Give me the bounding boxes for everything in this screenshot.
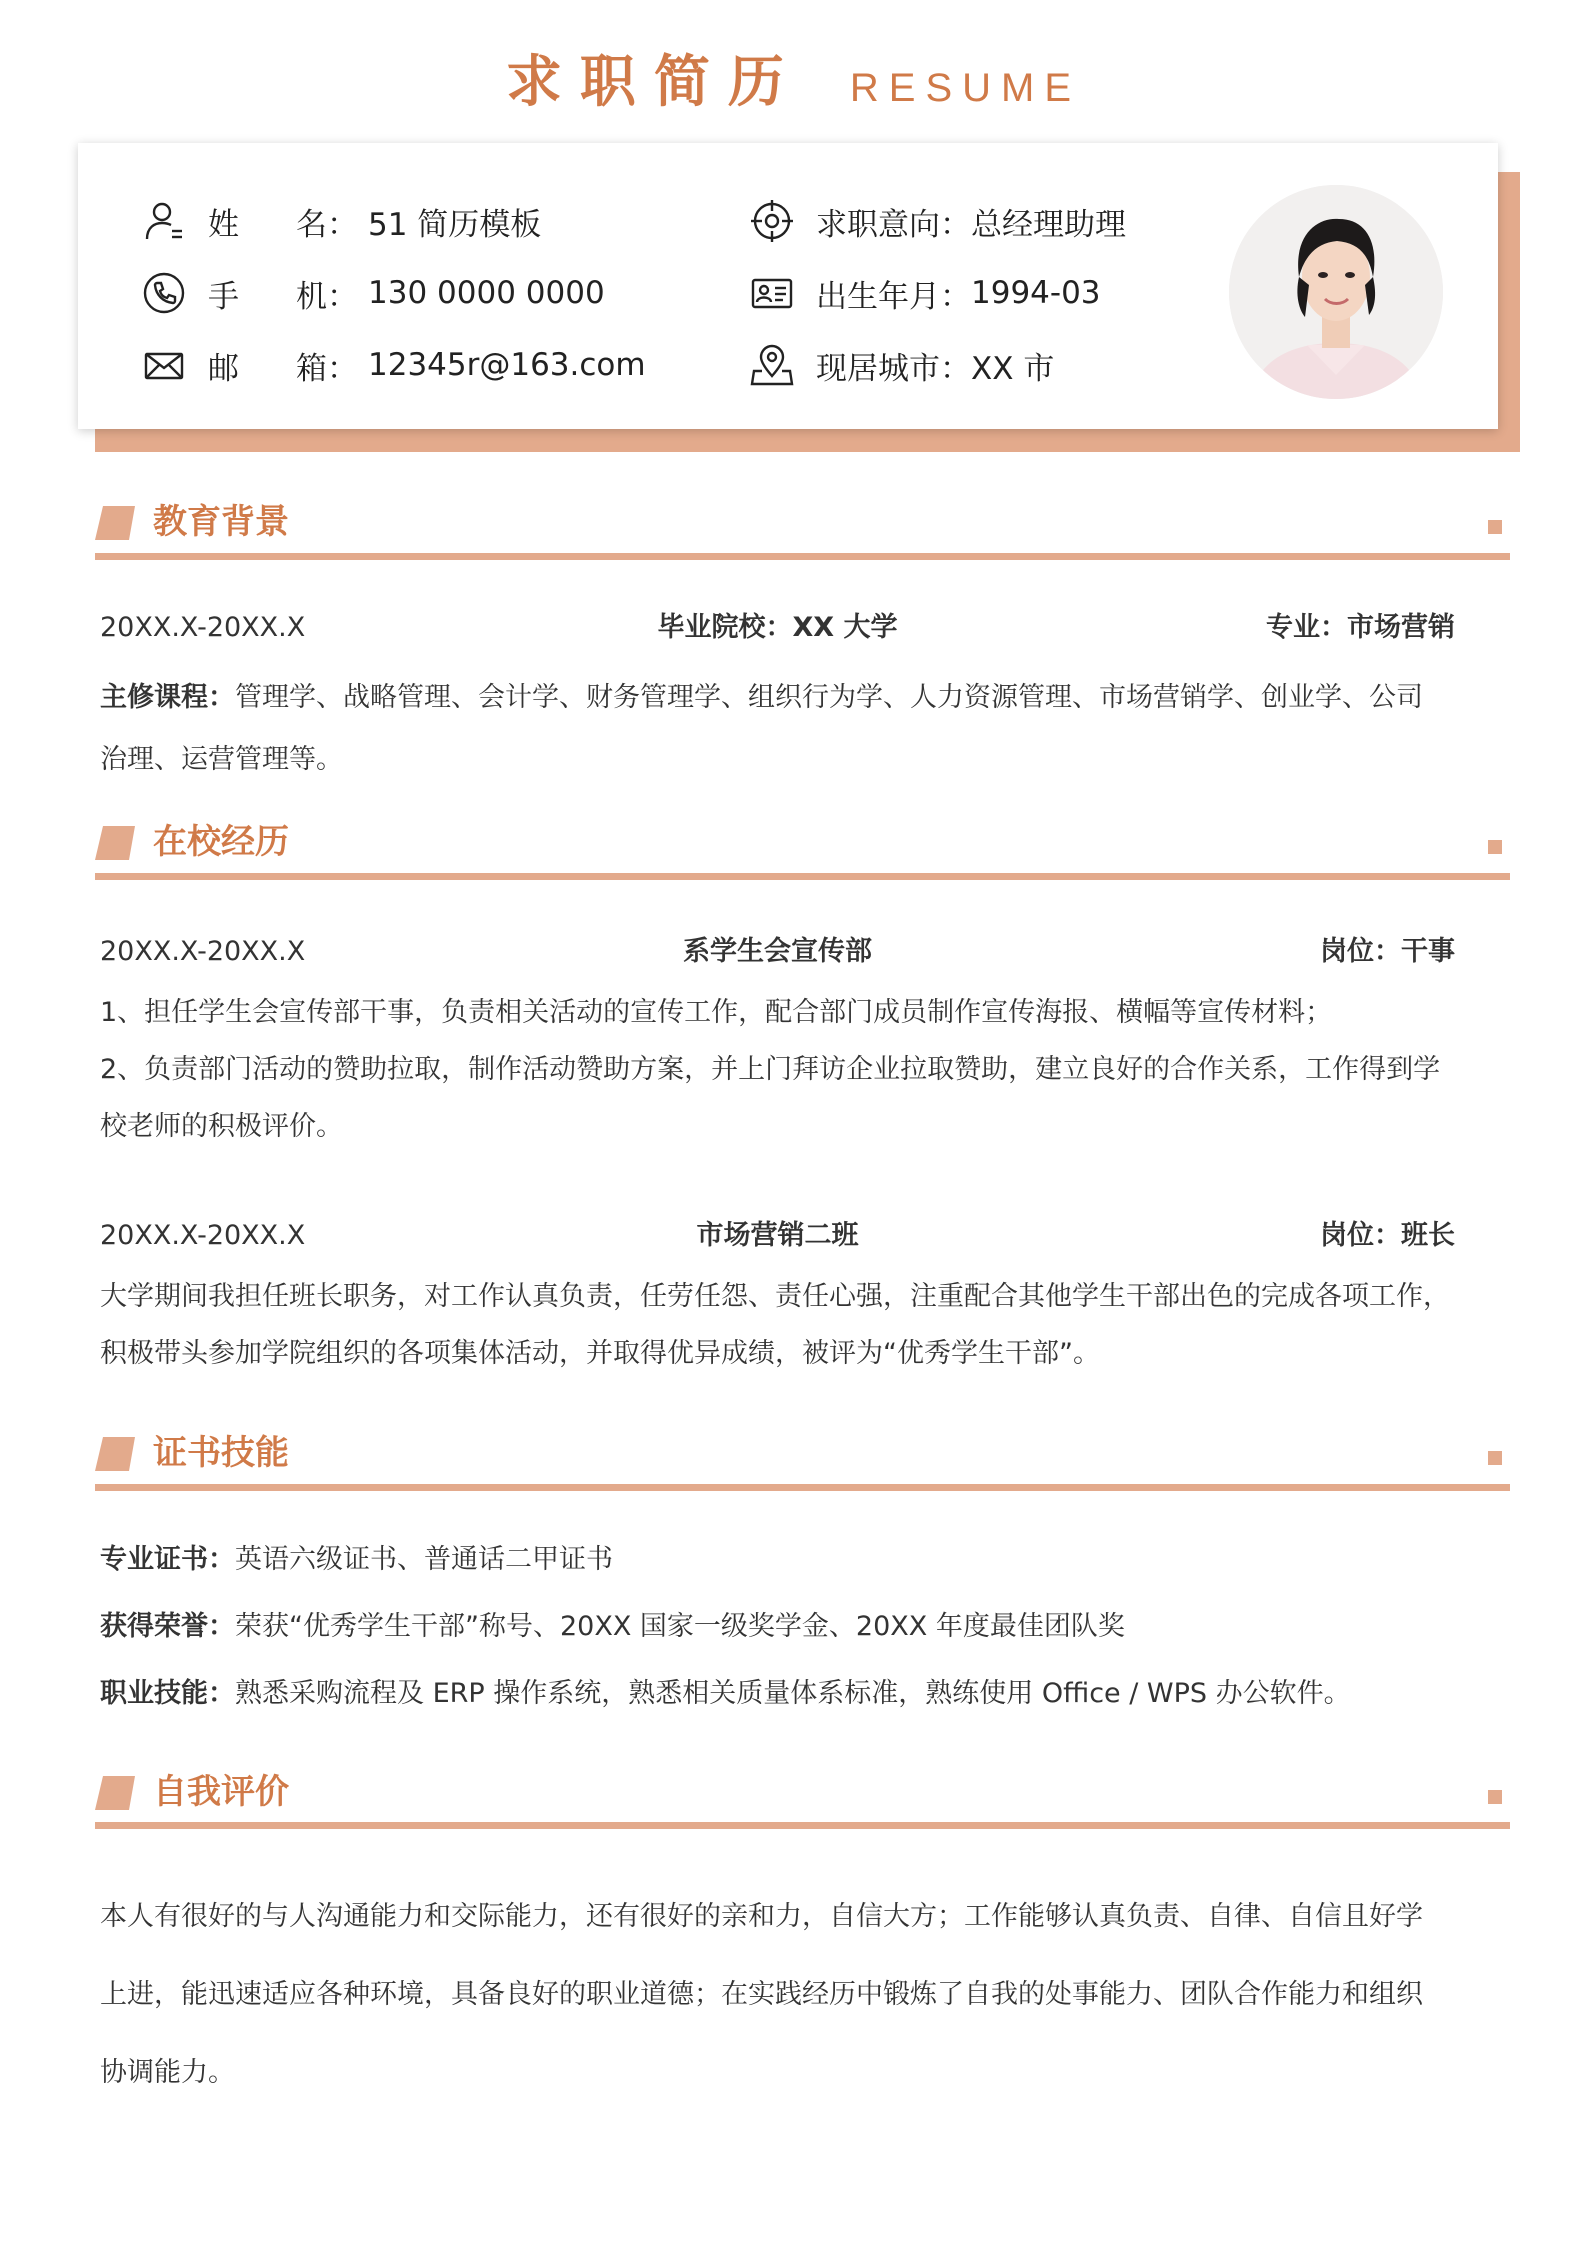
campus-item-1-period: 20XX.X-20XX.X [100, 936, 306, 967]
cert-label: 专业证书： [100, 1544, 235, 1575]
section-square-icon [1488, 520, 1502, 534]
campus-item-1-desc [100, 984, 1500, 1155]
email-row [142, 340, 646, 390]
education-school: 毕业院校：XX 大学 [657, 612, 898, 643]
cert-value: 熟悉采购流程及 ERP 操作系统，熟悉相关质量体系标准，熟练使用 Office / WPS 办公软件。 [235, 1678, 1351, 1709]
title-english: RESUME [849, 66, 1082, 110]
section-square-icon [1488, 1790, 1502, 1804]
section-square-icon [1488, 840, 1502, 854]
name-label-1: 姓 [208, 206, 239, 243]
education-period: 20XX.X-20XX.X [100, 612, 306, 643]
campus-item-1-line-3: 校老师的积极评价。 [100, 1111, 343, 1142]
cert-label: 职业技能： [100, 1678, 235, 1709]
section-divider [95, 1822, 1510, 1829]
section-education-title: 教育背景 [153, 502, 289, 542]
birth-label: 出生年月： [816, 278, 971, 315]
section-campus-title: 在校经历 [153, 822, 289, 862]
section-marker-icon [95, 1776, 135, 1810]
name-label-2: 名： [296, 206, 358, 243]
section-divider [95, 553, 1510, 560]
campus-item-1-row [100, 930, 1455, 974]
cert-item [100, 1660, 1500, 1727]
campus-item-1-line-1: 1、担任学生会宣传部干事，负责相关活动的宣传工作，配合部门成员制作宣传海报、横幅等宣传材料； [100, 997, 1333, 1028]
campus-item-1-org: 系学生会宣传部 [683, 936, 872, 967]
campus-item-2-line-1: 大学期间我担任班长职务，对工作认真负责，任劳任怨、责任心强，注重配合其他学生干部出色的完成各项工作， [100, 1281, 1450, 1312]
intent-label: 求职意向： [816, 206, 971, 243]
birth-row [750, 268, 1101, 318]
phone-row [142, 268, 605, 318]
person-icon [142, 199, 186, 243]
self-eval-line-2: 上进，能迅速适应各种环境，具备良好的职业道德；在实践经历中锻炼了自我的处事能力、团队合作能力和组织 [100, 1979, 1423, 2010]
cert-item [100, 1526, 1500, 1593]
education-courses [100, 667, 1500, 791]
section-square-icon [1488, 1451, 1502, 1465]
section-marker-icon [95, 826, 135, 860]
education-major: 专业：市场营销 [1266, 612, 1455, 643]
section-marker-icon [95, 1437, 135, 1471]
courses-line-1: 管理学、战略管理、会计学、财务管理学、组织行为学、人力资源管理、市场营销学、创业学、公司 [235, 682, 1423, 713]
campus-item-2-role: 岗位：班长 [1320, 1220, 1455, 1251]
certs-list [100, 1526, 1500, 1727]
section-certs-header [95, 1423, 1510, 1483]
intent-row [750, 196, 1126, 246]
courses-label: 主修课程： [100, 682, 235, 713]
name-row [142, 196, 541, 246]
phone-icon [142, 271, 186, 315]
section-divider [95, 873, 1510, 880]
campus-item-2-org: 市场营销二班 [696, 1220, 859, 1251]
target-icon [750, 199, 794, 243]
section-marker-icon [95, 506, 135, 540]
courses-line-2: 治理、运营管理等。 [100, 744, 343, 775]
birth-value: 1994-03 [971, 275, 1101, 311]
campus-item-2-desc [100, 1268, 1500, 1382]
email-label-2: 箱： [296, 350, 358, 387]
section-education-header [95, 492, 1510, 552]
self-eval-line-3: 协调能力。 [100, 2057, 235, 2088]
self-eval-text [100, 1878, 1500, 2112]
name-value: 51 简历模板 [368, 206, 542, 243]
campus-item-2-line-2: 积极带头参加学院组织的各项集体活动，并取得优异成绩，被评为“优秀学生干部”。 [100, 1338, 1100, 1369]
avatar [1229, 185, 1443, 399]
campus-item-1-line-2: 2、负责部门活动的赞助拉取，制作活动赞助方案，并上门拜访企业拉取赞助，建立良好的合作关系，工作得到学 [100, 1054, 1441, 1085]
cert-value: 英语六级证书、普通话二甲证书 [235, 1544, 613, 1575]
city-row [750, 340, 1054, 390]
location-icon [750, 343, 794, 387]
phone-value: 130 0000 0000 [368, 275, 605, 311]
city-value: XX 市 [971, 350, 1055, 387]
campus-item-2-row [100, 1214, 1455, 1258]
section-certs-title: 证书技能 [153, 1433, 289, 1473]
mail-icon [142, 343, 186, 387]
section-self-eval-title: 自我评价 [153, 1772, 289, 1812]
cert-label: 获得荣誉： [100, 1611, 235, 1642]
phone-label-2: 机： [296, 278, 358, 315]
id-card-icon [750, 271, 794, 315]
self-eval-line-1: 本人有很好的与人沟通能力和交际能力，还有很好的亲和力，自信大方；工作能够认真负责、自律、自信且好学 [100, 1901, 1423, 1932]
email-label-1: 邮 [208, 350, 239, 387]
city-label: 现居城市： [816, 350, 971, 387]
section-campus-header [95, 812, 1510, 872]
section-self-eval-header [95, 1762, 1510, 1822]
phone-label-1: 手 [208, 278, 239, 315]
education-row [100, 606, 1455, 650]
resume-title [0, 38, 1587, 118]
title-chinese: 求职简历 [505, 50, 802, 115]
cert-value: 荣获“优秀学生干部”称号、20XX 国家一级奖学金、20XX 年度最佳团队奖 [235, 1611, 1125, 1642]
campus-item-1-role: 岗位：干事 [1320, 936, 1455, 967]
campus-item-2-period: 20XX.X-20XX.X [100, 1220, 306, 1251]
cert-item [100, 1593, 1500, 1660]
intent-value: 总经理助理 [971, 206, 1126, 243]
email-value: 12345r@163.com [368, 347, 646, 383]
section-divider [95, 1484, 1510, 1491]
